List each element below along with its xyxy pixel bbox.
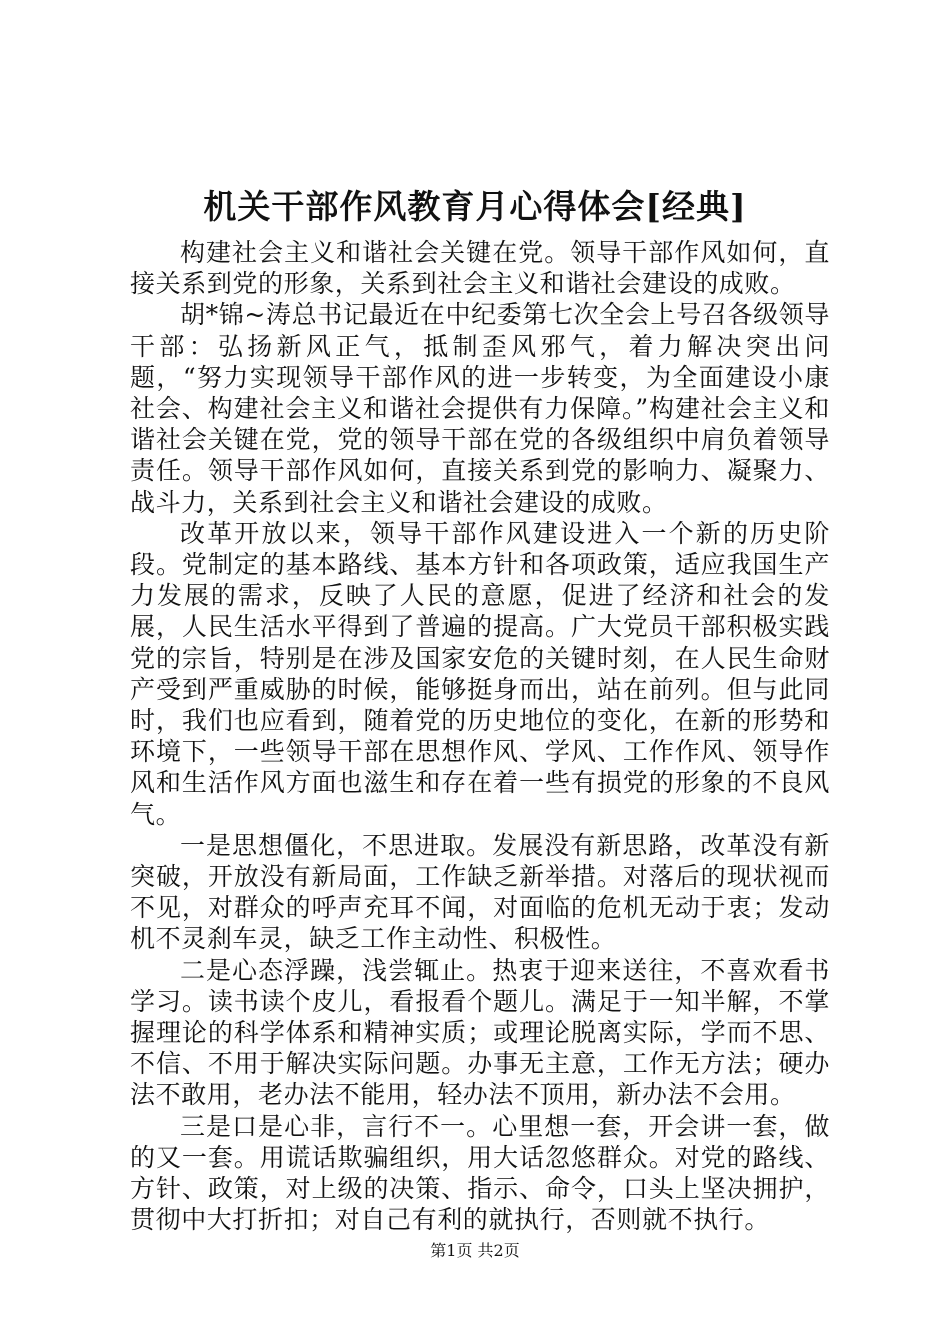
paragraph: 二是心态浮躁，浅尝辄止。热衷于迎来送往，不喜欢看书学习。读书读个皮儿，看报看个题儿。满足于一知半解，不掌握理论的科学体系和精神实质；或理论脱离实际，学而不思、不信、不用于解决实际问题。办事无主意，工作无方法；硬办法不敢用，老办法不能用，轻办法不顶用，新办法不会用。 [130, 955, 830, 1110]
paragraph: 一是思想僵化，不思进取。发展没有新思路，改革没有新突破，开放没有新局面，工作缺乏新举措。对落后的现状视而不见，对群众的呼声充耳不闻，对面临的危机无动于衷；发动机不灵刹车灵，缺乏工作主动性、积极性。 [130, 830, 830, 954]
document-title: 机关干部作风教育月心得体会[经典] [203, 187, 747, 226]
paragraph: 构建社会主义和谐社会关键在党。领导干部作风如何，直接关系到党的形象，关系到社会主义和谐社会建设的成败。 [130, 238, 830, 299]
paragraph: 胡*锦~涛总书记最近在中纪委第七次全会上号召各级领导干部：弘扬新风正气，抵制歪风邪气，着力解决突出问题，“努力实现领导干部作风的进一步转变，为全面建设小康社会、构建社会主义和谐社会提供有力保障。”构建社会主义和谐社会关键在党，党的领导干部在党的各级组织中肩负着领导责任。领导干部作风如何，直接关系到党的影响力、凝聚力、战斗力，关系到社会主义和谐社会建设的成败。 [130, 300, 830, 517]
page-footer: 第1页 共2页 [430, 1241, 520, 1260]
paragraph: 改革开放以来，领导干部作风建设进入一个新的历史阶段。党制定的基本路线、基本方针和各项政策，适应我国生产力发展的需求，反映了人民的意愿，促进了经济和社会的发展，人民生活水平得到了普遍的提高。广大党员干部积极实践党的宗旨，特别是在涉及国家安危的关键时刻，在人民生命财产受到严重威胁的时候，能够挺身而出，站在前列。但与此同时，我们也应看到，随着党的历史地位的变化，在新的形势和环境下，一些领导干部在思想作风、学风、工作作风、领导作风和生活作风方面也滋生和存在着一些有损党的形象的不良风气。 [130, 518, 830, 829]
document-body [130, 237, 830, 1236]
paragraph: 三是口是心非，言行不一。心里想一套，开会讲一套，做的又一套。用谎话欺骗组织，用大话忽悠群众。对党的路线、方针、政策，对上级的决策、指示、命令，口头上坚决拥护，贯彻中大打折扣；对自己有利的就执行，否则就不执行。 [130, 1111, 830, 1235]
